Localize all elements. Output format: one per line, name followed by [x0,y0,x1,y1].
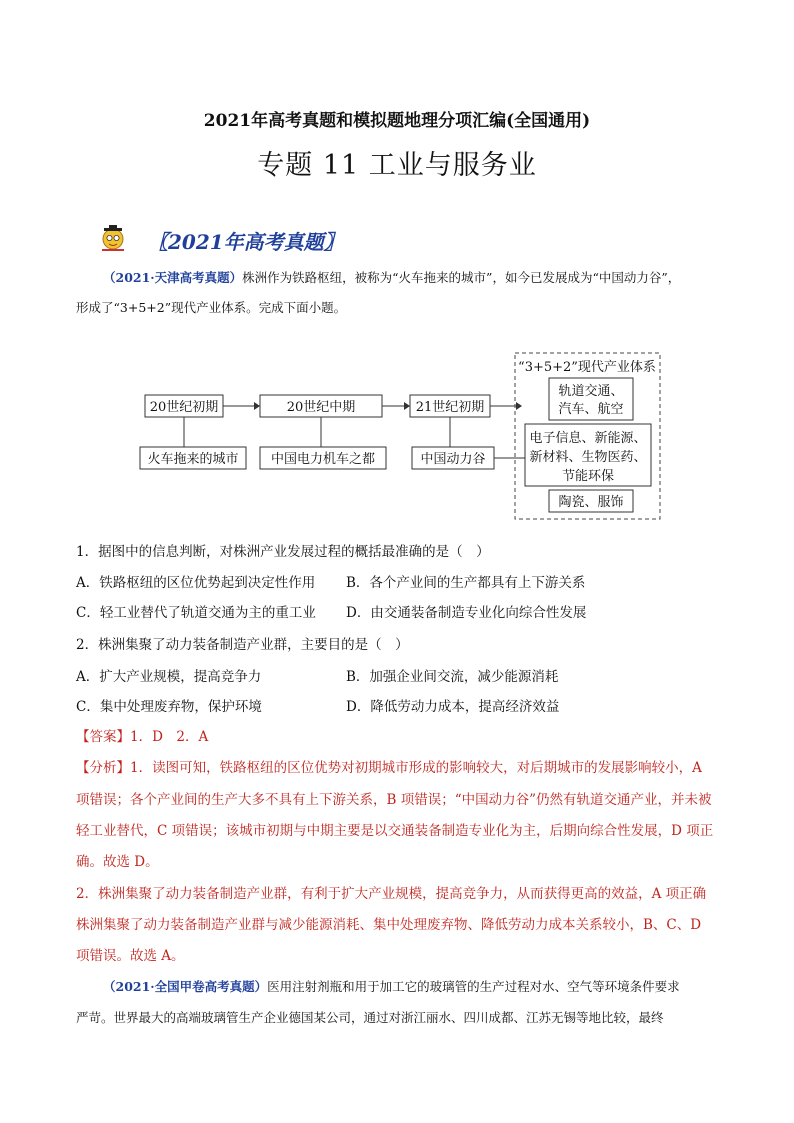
analysis-label: 【分析】 [76,760,130,776]
analysis-line-4: 确。故选 D。 [76,854,159,870]
system-item-1-line-1: 轨道交通、 [558,384,624,399]
question-2-option-c: C．集中处理废弃物，保护环境 [76,699,262,715]
analysis-line-1: 【分析】1．读图可知，铁路枢纽的区位优势对初期城市形成的影响较大，对后期城市的发展影响较小，A [76,760,702,776]
question-2-option-d: D．降低劳动力成本，提高经济效益 [346,699,560,715]
intro-text-2: 医用注射剂瓶和用于加工它的玻璃管的生产过程对水、空气等环境条件要求 [267,979,680,994]
question-group-2-line-1 [103,975,680,999]
question-group-2-line-2: 严苛。世界最大的高端玻璃管生产企业德国某公司，通过对浙江丽水、四川成都、江苏无锡等地比较，最终 [76,1010,664,1025]
system-item-3: 陶瓷、服饰 [558,495,624,510]
question-2-stem: 2．株洲集聚了动力装备制造产业群，主要目的是（ ） [76,637,409,653]
analysis-line-3: 轻工业替代，C 项错误；该城市初期与中期主要是以交通装备制造专业化为主，后期向综合性发展，D 项正 [76,823,714,839]
intro-text: 株洲作为铁路枢纽，被称为“火车拖来的城市”，如今已发展成为“中国动力谷”， [242,270,681,285]
question-1-option-c: C．轻工业替代了轨道交通为主的重工业 [76,605,316,621]
analysis-line-2: 项错误；各个产业间的生产大多不具有上下游关系，B 项错误；“中国动力谷”仍然有轨道交通产业，并未被 [76,792,712,808]
label-text-2: 中国电力机车之都 [270,452,376,467]
answer-label: 【答案】 [76,729,130,745]
stage-label-1: 20世纪初期 [149,400,219,415]
mascot-icon [99,222,129,252]
system-title: “3+5+2”现代产业体系 [518,360,656,375]
document-subtitle: 专题 11 工业与服务业 [257,150,537,181]
answer-text: 1．D 2．A [130,729,209,745]
industry-development-diagram [130,350,670,525]
section-heading: 〖2021年高考真题〗 [148,230,344,254]
question-group-1-line-2: 形成了“3+5+2”现代产业体系。完成下面小题。 [76,300,347,315]
answer-line [76,725,208,745]
label-text-3: 中国动力谷 [420,452,486,467]
analysis-line-7: 项错误。故选 A。 [76,948,185,964]
analysis-line-6: 株洲集聚了动力装备制造产业群与减少能源消耗、集中处理废弃物、降低劳动力成本关系较小，B、C、D [76,917,702,933]
question-2-option-a: A．扩大产业规模，提高竞争力 [76,669,262,685]
source-tag: （2021·天津高考真题） [103,270,243,285]
system-item-1-line-2: 汽车、航空 [558,402,624,417]
system-item-2-line-1: 电子信息、新能源、 [529,431,647,446]
analysis-line-5: 2．株洲集聚了动力装备制造产业群，有利于扩大产业规模，提高竞争力，从而获得更高的效益，A 项正确 [76,886,707,902]
question-group-1-line-1 [103,266,680,290]
question-1-option-b: B．各个产业间的生产都具有上下游关系 [346,575,586,591]
stage-label-3: 21世纪初期 [415,400,485,415]
question-1-option-a: A．铁路枢纽的区位优势起到决定性作用 [76,575,316,591]
system-item-2-line-3: 节能环保 [561,469,615,484]
source-tag-2: （2021·全国甲卷高考真题） [103,979,268,994]
label-text-1: 火车拖来的城市 [147,452,239,467]
question-1-option-d: D．由交通装备制造专业化向综合性发展 [346,605,587,621]
stage-label-2: 20世纪中期 [286,400,356,415]
question-1-stem: 1．据图中的信息判断，对株洲产业发展过程的概括最准确的是（ ） [76,544,490,560]
document-title: 2021年高考真题和模拟题地理分项汇编(全国通用) [203,111,591,131]
question-2-option-b: B．加强企业间交流，减少能源消耗 [346,669,559,685]
system-item-2-line-2: 新材料、生物医药、 [529,450,647,465]
